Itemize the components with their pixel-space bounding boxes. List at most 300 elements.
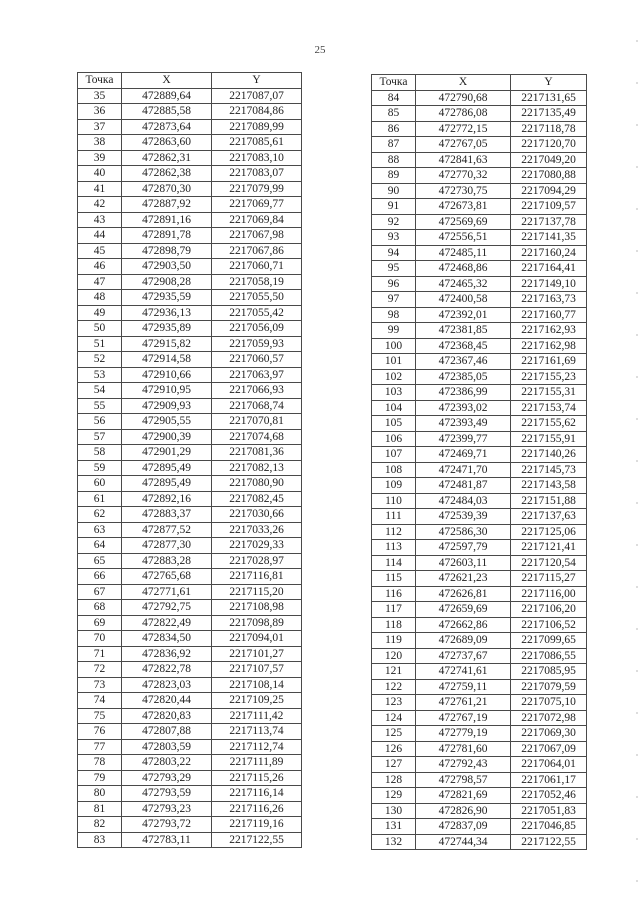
cell-y-coordinate: 2217115,27: [511, 571, 587, 587]
cell-y-coordinate: 2217055,50: [212, 290, 302, 306]
table-row: [78, 104, 302, 120]
cell-x-coordinate: 472793,59: [122, 786, 212, 802]
table-row: [372, 493, 587, 509]
cell-x-coordinate: 472914,58: [122, 352, 212, 368]
cell-x-coordinate: 472863,60: [122, 135, 212, 151]
table-row: [78, 786, 302, 802]
cell-y-coordinate: 2217161,69: [511, 354, 587, 370]
cell-y-coordinate: 2217121,41: [511, 540, 587, 556]
table-row: [372, 447, 587, 463]
cell-point-number: 68: [78, 600, 122, 616]
cell-x-coordinate: 472822,49: [122, 615, 212, 631]
cell-y-coordinate: 2217052,46: [511, 788, 587, 804]
table-row: [78, 383, 302, 399]
cell-x-coordinate: 472826,90: [416, 803, 511, 819]
cell-y-coordinate: 2217137,63: [511, 509, 587, 525]
cell-x-coordinate: 472836,92: [122, 646, 212, 662]
table-row: [372, 617, 587, 633]
cell-point-number: 109: [372, 478, 416, 494]
table-row: [78, 569, 302, 585]
cell-y-coordinate: 2217160,77: [511, 307, 587, 323]
cell-point-number: 120: [372, 648, 416, 664]
cell-point-number: 101: [372, 354, 416, 370]
cell-y-coordinate: 2217064,01: [511, 757, 587, 773]
cell-point-number: 46: [78, 259, 122, 275]
cell-y-coordinate: 2217109,57: [511, 199, 587, 215]
cell-point-number: 74: [78, 693, 122, 709]
cell-x-coordinate: 472741,61: [416, 664, 511, 680]
cell-point-number: 50: [78, 321, 122, 337]
cell-point-number: 105: [372, 416, 416, 432]
cell-y-coordinate: 2217143,58: [511, 478, 587, 494]
cell-y-coordinate: 2217067,09: [511, 741, 587, 757]
table-row: [78, 584, 302, 600]
cell-y-coordinate: 2217083,07: [212, 166, 302, 182]
cell-x-coordinate: 472822,78: [122, 662, 212, 678]
cell-point-number: 75: [78, 708, 122, 724]
cell-y-coordinate: 2217125,06: [511, 524, 587, 540]
cell-y-coordinate: 2217074,68: [212, 429, 302, 445]
table-row: [372, 354, 587, 370]
table-row: [372, 834, 587, 850]
cell-point-number: 116: [372, 586, 416, 602]
table-row: [78, 817, 302, 833]
cell-x-coordinate: 472761,21: [416, 695, 511, 711]
cell-x-coordinate: 472792,75: [122, 600, 212, 616]
cell-x-coordinate: 472798,57: [416, 772, 511, 788]
cell-x-coordinate: 472793,29: [122, 770, 212, 786]
cell-y-coordinate: 2217072,98: [511, 710, 587, 726]
table-row: [78, 119, 302, 135]
cell-point-number: 124: [372, 710, 416, 726]
cell-y-coordinate: 2217137,78: [511, 214, 587, 230]
cell-x-coordinate: 472898,79: [122, 243, 212, 259]
cell-point-number: 35: [78, 88, 122, 104]
cell-y-coordinate: 2217058,19: [212, 274, 302, 290]
cell-point-number: 62: [78, 507, 122, 523]
cell-point-number: 132: [372, 834, 416, 850]
cell-point-number: 69: [78, 615, 122, 631]
cell-point-number: 48: [78, 290, 122, 306]
cell-point-number: 104: [372, 400, 416, 416]
cell-x-coordinate: 472772,15: [416, 121, 511, 137]
cell-y-coordinate: 2217083,10: [212, 150, 302, 166]
cell-point-number: 51: [78, 336, 122, 352]
table-row: [78, 770, 302, 786]
cell-y-coordinate: 2217055,42: [212, 305, 302, 321]
table-row: [78, 367, 302, 383]
table-row: [78, 305, 302, 321]
table-row: [78, 646, 302, 662]
cell-y-coordinate: 2217118,78: [511, 121, 587, 137]
table-row: [78, 600, 302, 616]
table-row: [372, 168, 587, 184]
cell-x-coordinate: 472892,16: [122, 491, 212, 507]
cell-x-coordinate: 472659,69: [416, 602, 511, 618]
cell-y-coordinate: 2217056,09: [212, 321, 302, 337]
cell-x-coordinate: 472793,72: [122, 817, 212, 833]
cell-x-coordinate: 472586,30: [416, 524, 511, 540]
cell-point-number: 63: [78, 522, 122, 538]
cell-point-number: 70: [78, 631, 122, 647]
cell-y-coordinate: 2217067,98: [212, 228, 302, 244]
cell-x-coordinate: 472910,95: [122, 383, 212, 399]
coordinates-table-right: [371, 74, 587, 850]
cell-y-coordinate: 2217059,93: [212, 336, 302, 352]
cell-point-number: 66: [78, 569, 122, 585]
cell-x-coordinate: 472891,78: [122, 228, 212, 244]
table-row: [372, 431, 587, 447]
table-row: [78, 414, 302, 430]
cell-x-coordinate: 472935,59: [122, 290, 212, 306]
cell-x-coordinate: 472900,39: [122, 429, 212, 445]
table-row: [78, 212, 302, 228]
cell-point-number: 128: [372, 772, 416, 788]
cell-x-coordinate: 472793,23: [122, 801, 212, 817]
cell-y-coordinate: 2217094,29: [511, 183, 587, 199]
cell-point-number: 72: [78, 662, 122, 678]
cell-point-number: 80: [78, 786, 122, 802]
cell-point-number: 92: [372, 214, 416, 230]
cell-x-coordinate: 472385,05: [416, 369, 511, 385]
cell-y-coordinate: 2217080,90: [212, 476, 302, 492]
cell-y-coordinate: 2217098,89: [212, 615, 302, 631]
table-row: [372, 555, 587, 571]
cell-point-number: 53: [78, 367, 122, 383]
table-row: [372, 664, 587, 680]
cell-y-coordinate: 2217155,31: [511, 385, 587, 401]
cell-y-coordinate: 2217155,62: [511, 416, 587, 432]
table-row: [78, 88, 302, 104]
cell-x-coordinate: 472469,71: [416, 447, 511, 463]
cell-y-coordinate: 2217079,99: [212, 181, 302, 197]
cell-y-coordinate: 2217060,71: [212, 259, 302, 275]
table-row: [372, 338, 587, 354]
table-row: [372, 369, 587, 385]
table-row: [372, 695, 587, 711]
cell-point-number: 117: [372, 602, 416, 618]
cell-point-number: 110: [372, 493, 416, 509]
cell-y-coordinate: 2217108,14: [212, 677, 302, 693]
table-row: [78, 801, 302, 817]
cell-y-coordinate: 2217115,20: [212, 584, 302, 600]
table-row: [372, 400, 587, 416]
cell-point-number: 98: [372, 307, 416, 323]
cell-x-coordinate: 472539,39: [416, 509, 511, 525]
cell-point-number: 77: [78, 739, 122, 755]
table-header-row: [78, 73, 302, 89]
cell-x-coordinate: 472891,16: [122, 212, 212, 228]
table-row: [78, 228, 302, 244]
table-row: [372, 819, 587, 835]
table-row: [78, 538, 302, 554]
cell-x-coordinate: 472781,60: [416, 741, 511, 757]
table-row: [78, 739, 302, 755]
cell-x-coordinate: 472767,05: [416, 137, 511, 153]
cell-y-coordinate: 2217131,65: [511, 90, 587, 106]
cell-x-coordinate: 472908,28: [122, 274, 212, 290]
cell-x-coordinate: 472885,58: [122, 104, 212, 120]
cell-y-coordinate: 2217113,74: [212, 724, 302, 740]
cell-y-coordinate: 2217107,57: [212, 662, 302, 678]
cell-y-coordinate: 2217115,26: [212, 770, 302, 786]
cell-x-coordinate: 472935,89: [122, 321, 212, 337]
table-row: [372, 307, 587, 323]
cell-point-number: 118: [372, 617, 416, 633]
table-row: [372, 586, 587, 602]
cell-y-coordinate: 2217066,93: [212, 383, 302, 399]
cell-point-number: 88: [372, 152, 416, 168]
table-row: [78, 352, 302, 368]
cell-x-coordinate: 472689,09: [416, 633, 511, 649]
table-row: [372, 757, 587, 773]
cell-y-coordinate: 2217164,41: [511, 261, 587, 277]
column-header-point: Точка: [372, 75, 416, 91]
cell-x-coordinate: 472603,11: [416, 555, 511, 571]
table-row: [372, 741, 587, 757]
cell-x-coordinate: 472400,58: [416, 292, 511, 308]
table-row: [372, 803, 587, 819]
cell-point-number: 78: [78, 755, 122, 771]
cell-x-coordinate: 472905,55: [122, 414, 212, 430]
cell-point-number: 123: [372, 695, 416, 711]
cell-x-coordinate: 472834,50: [122, 631, 212, 647]
cell-point-number: 52: [78, 352, 122, 368]
cell-x-coordinate: 472915,82: [122, 336, 212, 352]
cell-y-coordinate: 2217028,97: [212, 553, 302, 569]
cell-point-number: 82: [78, 817, 122, 833]
cell-point-number: 91: [372, 199, 416, 215]
cell-point-number: 130: [372, 803, 416, 819]
cell-point-number: 49: [78, 305, 122, 321]
cell-x-coordinate: 472556,51: [416, 230, 511, 246]
cell-x-coordinate: 472870,30: [122, 181, 212, 197]
cell-y-coordinate: 2217030,66: [212, 507, 302, 523]
cell-y-coordinate: 2217046,85: [511, 819, 587, 835]
table-row: [372, 323, 587, 339]
cell-y-coordinate: 2217084,86: [212, 104, 302, 120]
cell-y-coordinate: 2217069,30: [511, 726, 587, 742]
cell-x-coordinate: 472481,87: [416, 478, 511, 494]
cell-point-number: 67: [78, 584, 122, 600]
table-row: [78, 429, 302, 445]
cell-point-number: 73: [78, 677, 122, 693]
cell-x-coordinate: 472792,43: [416, 757, 511, 773]
table-row: [372, 152, 587, 168]
cell-point-number: 39: [78, 150, 122, 166]
cell-x-coordinate: 472368,45: [416, 338, 511, 354]
cell-x-coordinate: 472737,67: [416, 648, 511, 664]
cell-x-coordinate: 472393,02: [416, 400, 511, 416]
cell-point-number: 65: [78, 553, 122, 569]
table-row: [78, 445, 302, 461]
cell-point-number: 111: [372, 509, 416, 525]
cell-point-number: 38: [78, 135, 122, 151]
cell-y-coordinate: 2217061,17: [511, 772, 587, 788]
cell-y-coordinate: 2217069,77: [212, 197, 302, 213]
cell-point-number: 112: [372, 524, 416, 540]
cell-point-number: 43: [78, 212, 122, 228]
table-row: [372, 276, 587, 292]
cell-point-number: 87: [372, 137, 416, 153]
cell-x-coordinate: 472744,34: [416, 834, 511, 850]
cell-x-coordinate: 472767,19: [416, 710, 511, 726]
cell-x-coordinate: 472883,28: [122, 553, 212, 569]
cell-point-number: 55: [78, 398, 122, 414]
cell-y-coordinate: 2217109,25: [212, 693, 302, 709]
cell-y-coordinate: 2217116,14: [212, 786, 302, 802]
cell-x-coordinate: 472730,75: [416, 183, 511, 199]
cell-x-coordinate: 472399,77: [416, 431, 511, 447]
cell-y-coordinate: 2217082,13: [212, 460, 302, 476]
cell-y-coordinate: 2217162,98: [511, 338, 587, 354]
cell-y-coordinate: 2217081,36: [212, 445, 302, 461]
cell-x-coordinate: 472569,69: [416, 214, 511, 230]
cell-point-number: 41: [78, 181, 122, 197]
cell-y-coordinate: 2217094,01: [212, 631, 302, 647]
cell-point-number: 47: [78, 274, 122, 290]
cell-y-coordinate: 2217141,35: [511, 230, 587, 246]
cell-y-coordinate: 2217106,52: [511, 617, 587, 633]
cell-y-coordinate: 2217145,73: [511, 462, 587, 478]
cell-y-coordinate: 2217111,42: [212, 708, 302, 724]
table-row: [78, 662, 302, 678]
cell-point-number: 81: [78, 801, 122, 817]
cell-y-coordinate: 2217112,74: [212, 739, 302, 755]
cell-y-coordinate: 2217049,20: [511, 152, 587, 168]
cell-y-coordinate: 2217111,89: [212, 755, 302, 771]
table-row: [372, 462, 587, 478]
cell-x-coordinate: 472765,68: [122, 569, 212, 585]
cell-x-coordinate: 472820,44: [122, 693, 212, 709]
table-row: [78, 135, 302, 151]
cell-y-coordinate: 2217135,49: [511, 106, 587, 122]
cell-x-coordinate: 472626,81: [416, 586, 511, 602]
cell-y-coordinate: 2217033,26: [212, 522, 302, 538]
table-row: [78, 398, 302, 414]
table-row: [78, 631, 302, 647]
cell-point-number: 42: [78, 197, 122, 213]
cell-point-number: 129: [372, 788, 416, 804]
table-row: [372, 106, 587, 122]
cell-point-number: 114: [372, 555, 416, 571]
cell-y-coordinate: 2217153,74: [511, 400, 587, 416]
cell-point-number: 86: [372, 121, 416, 137]
cell-point-number: 100: [372, 338, 416, 354]
cell-point-number: 40: [78, 166, 122, 182]
cell-y-coordinate: 2217122,55: [511, 834, 587, 850]
cell-point-number: 103: [372, 385, 416, 401]
cell-x-coordinate: 472485,11: [416, 245, 511, 261]
cell-point-number: 99: [372, 323, 416, 339]
cell-y-coordinate: 2217079,59: [511, 679, 587, 695]
table-row: [372, 726, 587, 742]
table-row: [78, 832, 302, 848]
table-row: [372, 571, 587, 587]
table-row: [78, 243, 302, 259]
table-row: [372, 183, 587, 199]
table-row: [372, 121, 587, 137]
table-row: [78, 166, 302, 182]
cell-x-coordinate: 472790,68: [416, 90, 511, 106]
cell-point-number: 95: [372, 261, 416, 277]
cell-point-number: 36: [78, 104, 122, 120]
cell-point-number: 83: [78, 832, 122, 848]
cell-x-coordinate: 472770,32: [416, 168, 511, 184]
cell-x-coordinate: 472673,81: [416, 199, 511, 215]
table-row: [78, 677, 302, 693]
cell-x-coordinate: 472821,69: [416, 788, 511, 804]
table-row: [372, 710, 587, 726]
cell-point-number: 126: [372, 741, 416, 757]
cell-x-coordinate: 472783,11: [122, 832, 212, 848]
cell-y-coordinate: 2217060,57: [212, 352, 302, 368]
cell-x-coordinate: 472837,09: [416, 819, 511, 835]
table-row: [372, 90, 587, 106]
cell-x-coordinate: 472889,64: [122, 88, 212, 104]
cell-point-number: 71: [78, 646, 122, 662]
cell-x-coordinate: 472877,52: [122, 522, 212, 538]
table-row: [372, 385, 587, 401]
cell-y-coordinate: 2217089,99: [212, 119, 302, 135]
table-row: [372, 648, 587, 664]
table-row: [372, 230, 587, 246]
table-row: [372, 524, 587, 540]
cell-y-coordinate: 2217085,61: [212, 135, 302, 151]
cell-y-coordinate: 2217120,70: [511, 137, 587, 153]
page-number: 25: [314, 44, 326, 56]
table-row: [78, 507, 302, 523]
cell-y-coordinate: 2217116,00: [511, 586, 587, 602]
cell-point-number: 127: [372, 757, 416, 773]
cell-point-number: 94: [372, 245, 416, 261]
cell-y-coordinate: 2217082,45: [212, 491, 302, 507]
cell-x-coordinate: 472823,03: [122, 677, 212, 693]
cell-point-number: 93: [372, 230, 416, 246]
cell-x-coordinate: 472873,64: [122, 119, 212, 135]
table-row: [372, 602, 587, 618]
cell-point-number: 125: [372, 726, 416, 742]
cell-x-coordinate: 472597,79: [416, 540, 511, 556]
column-header-x: X: [122, 73, 212, 89]
table-row: [372, 245, 587, 261]
cell-point-number: 85: [372, 106, 416, 122]
cell-point-number: 102: [372, 369, 416, 385]
table-row: [78, 259, 302, 275]
cell-y-coordinate: 2217085,95: [511, 664, 587, 680]
cell-y-coordinate: 2217122,55: [212, 832, 302, 848]
cell-x-coordinate: 472909,93: [122, 398, 212, 414]
cell-point-number: 56: [78, 414, 122, 430]
cell-x-coordinate: 472786,08: [416, 106, 511, 122]
cell-point-number: 79: [78, 770, 122, 786]
table-row: [372, 214, 587, 230]
cell-y-coordinate: 2217029,33: [212, 538, 302, 554]
cell-y-coordinate: 2217067,86: [212, 243, 302, 259]
cell-x-coordinate: 472883,37: [122, 507, 212, 523]
column-header-x: X: [416, 75, 511, 91]
cell-point-number: 89: [372, 168, 416, 184]
cell-point-number: 61: [78, 491, 122, 507]
cell-point-number: 84: [372, 90, 416, 106]
cell-point-number: 37: [78, 119, 122, 135]
cell-y-coordinate: 2217155,23: [511, 369, 587, 385]
cell-point-number: 115: [372, 571, 416, 587]
cell-x-coordinate: 472779,19: [416, 726, 511, 742]
cell-point-number: 96: [372, 276, 416, 292]
cell-x-coordinate: 472465,32: [416, 276, 511, 292]
cell-y-coordinate: 2217119,16: [212, 817, 302, 833]
